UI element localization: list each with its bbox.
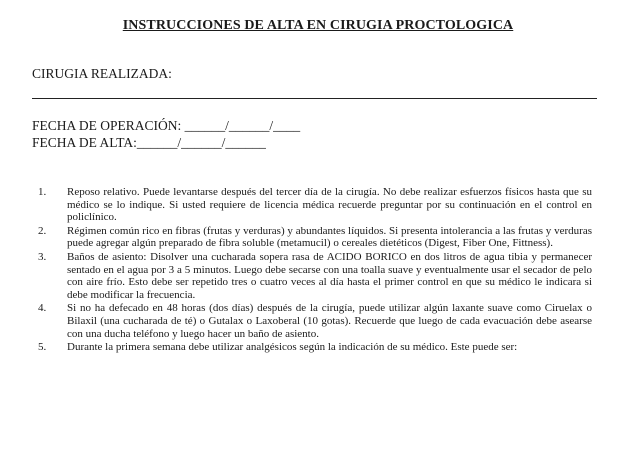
- instruction-number: 2.: [38, 224, 47, 237]
- discharge-date-label: FECHA DE ALTA:______/______/______: [32, 135, 266, 150]
- instruction-item: [36, 225, 592, 250]
- instruction-text: Reposo relativo. Puede levantarse después del tercer día de la cirugía. No debe realizar esfuerzos físicos hasta que su médico se lo indique. Si usted requiere de licencia médica recuerde preguntar por su continuación en el control en policlínico.: [67, 186, 592, 224]
- instruction-item: [36, 251, 592, 301]
- instruction-text: Si no ha defecado en 48 horas (dos días) después de la cirugía, puede utilizar algún laxante suave como Ciruelax o Bilaxil (una cucharada de té) o Gutalax o Laxoberal (10 gotas). Recuerde que luego de cada evacuación debe asearse con una ducha teléfono y luego hacer un baño de asiento.: [67, 302, 592, 340]
- instruction-list: [36, 186, 592, 355]
- document-title: INSTRUCCIONES DE ALTA EN CIRUGIA PROCTOLOGICA: [122, 18, 514, 33]
- instruction-number: 4.: [38, 302, 47, 315]
- instruction-number: 1.: [38, 186, 47, 198]
- instruction-text: Durante la primera semana debe utilizar analgésicos según la indicación de su médico. Este puede ser:: [67, 341, 518, 354]
- instruction-item: [36, 302, 592, 340]
- instruction-number: 3.: [38, 250, 47, 263]
- operation-date-label: FECHA DE OPERACIÓN: ______/______/____: [32, 118, 301, 133]
- instruction-item: [36, 186, 592, 224]
- surgery-line: [32, 98, 597, 99]
- instruction-item: [36, 341, 592, 354]
- surgery-label: CIRUGIA REALIZADA:: [32, 66, 172, 81]
- instruction-text: Baños de asiento: Disolver una cucharada sopera rasa de ACIDO BORICO en dos litros de agua tibia y permanecer sentado en el agua por 3 a 5 minutos. Luego debe secarse con una toalla suave y eventualmente usar el secador de pelo con aire frío. Esto debe ser repetido tres o cuatro veces al día hasta el primer control en que su médico le indicara si debe modificar la frecuencia.: [67, 250, 592, 301]
- instruction-text: Régimen común rico en fibras (frutas y verduras) y abundantes líquidos. Si presenta intolerancia a las frutas y verduras puede agregar algún preparado de fibra soluble (metamucil) o cereales dietéticos (Digest, Fiber One, Fittness).: [67, 224, 592, 250]
- instruction-number: 5.: [38, 341, 47, 354]
